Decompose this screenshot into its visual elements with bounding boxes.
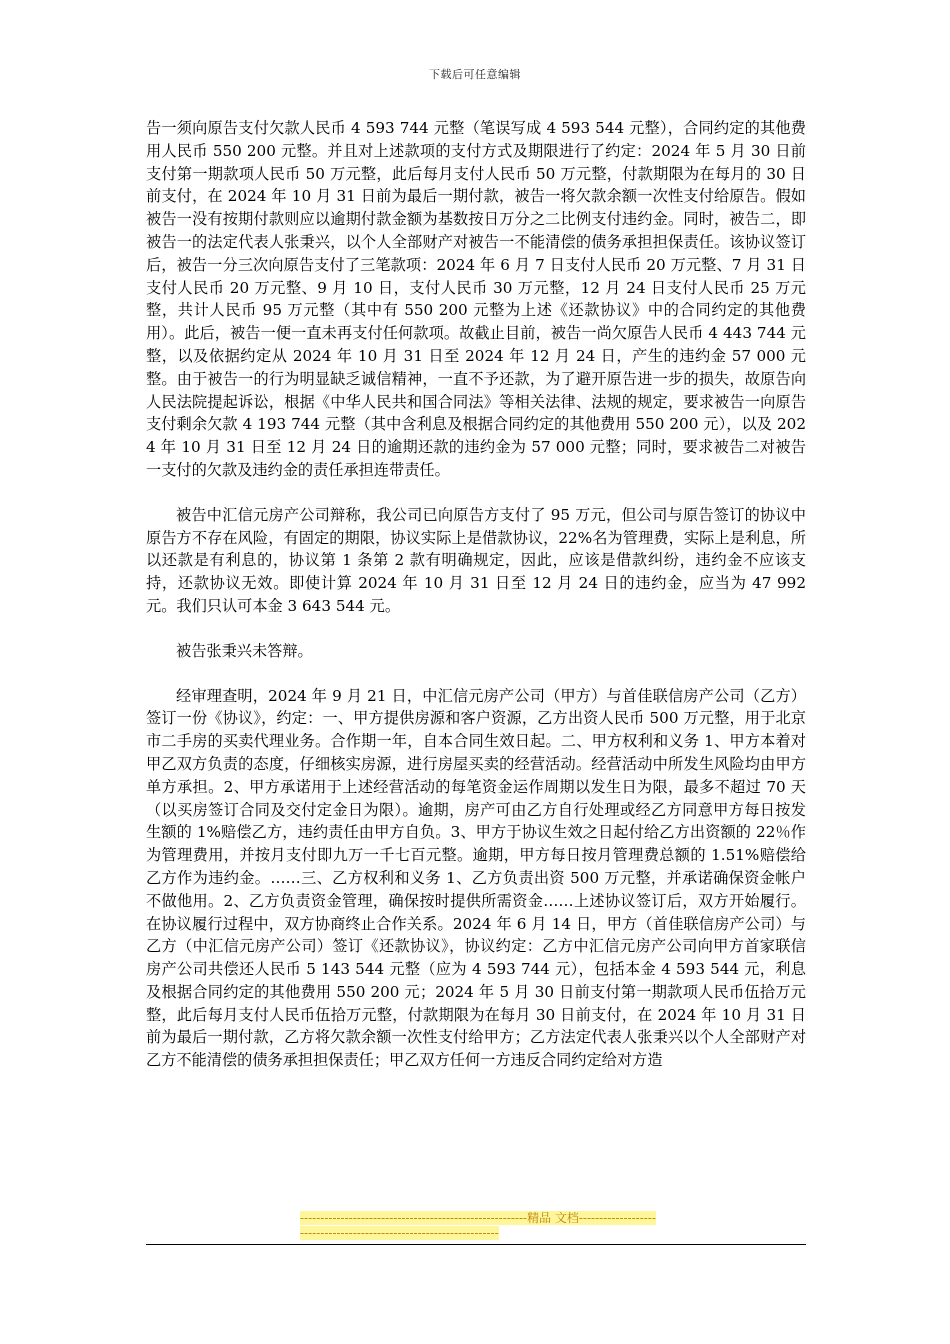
footer-watermark-band bbox=[146, 1211, 806, 1241]
document-body bbox=[146, 117, 806, 1094]
paragraph-defendant-defense: 被告中汇信元房产公司辩称，我公司已向原告方支付了 95 万元，但公司与原告签订的协议中原告方不存在风险，有固定的期限，协议实际上是借款协议，22%名为管理费，实际上是利息，所以还款是有利息的，协议第 1 条第 2 款有明确规定，因此，应该是借款纠纷，违约金不应该支持，还款协议无效。即使计算 2024 年 10 月 31 日至 12 月 24 日的违约金，应当为 47 992 元。我们只认可本金 3 643 544 元。 bbox=[146, 505, 806, 615]
paragraph-plaintiff-claim: 告一须向原告支付欠款人民币 4 593 744 元整（笔误写成 4 593 544 元整），合同约定的其他费用人民币 550 200 元整。并且对上述款项的支付方式及期限进行了约定：2024 年 5 月 30 日前支付第一期款项人民币 50 万元整，此后每月支付人民币 50 万元整，付款期限为在每月的 30 日前支付，在 2024 年 10 月 31 日前为最后一期付款，被告一将欠款余额一次性支付给原告。假如被告一没有按期付款则应以逾期付款金额为基数按日万分之二比例支付违约金。同时，被告二，即被告一的法定代表人张秉兴，以个人全部财产对被告一不能清偿的债务承担担保责任。该协议签订后，被告一分三次向原告支付了三笔款项：2024 年 6 月 7 日支付人民币 20 万元整、7 月 31 日支付人民币 20 万元整、9 月 10 日，支付人民币 30 万元整，12 月 24 日支付人民币 25 万元整，共计人民币 95 万元整（其中有 550 200 元整为上述《还款协议》中的合同约定的其他费用）。此后，被告一便一直未再支付任何款项。故截止目前，被告一尚欠原告人民币 4 443 744 元整，以及依据约定从 2024 年 10 月 31 日至 2024 年 12 月 24 日，产生的违约金 57 000 元整。由于被告一的行为明显缺乏诚信精神，一直不予还款，为了避开原告进一步的损失，故原告向人民法院提起诉讼，根据《中华人民共和国合同法》等相关法律、法规的规定，要求被告一向原告支付剩余欠款 4 193 744 元整（其中含利息及根据合同约定的其他费用 550 200 元），以及 2024 年 10 月 31 日至 12 月 24 日的逾期还款的违约金为 57 000 元整；同时，要求被告二对被告一支付的欠款及违约金的责任承担连带责任。 bbox=[146, 119, 806, 479]
page-header: 下载后可任意编辑 bbox=[429, 68, 521, 81]
paragraph-court-findings: 经审理查明，2024 年 9 月 21 日，中汇信元房产公司（甲方）与首佳联信房产公司（乙方）签订一份《协议》，约定：一、甲方提供房源和客户资源，乙方出资人民币 500 万元整，用于北京市二手房的买卖代理业务。合作期一年，自本合同生效日起。二、甲方权利和义务 1、甲方本着对甲乙双方负责的态度，仔细核实房源，进行房屋买卖的经营活动。经营活动中所发生风险均由甲方单方承担。2、甲方承诺用于上述经营活动的每笔资金运作周期以发生日为限，最多不超过 70 天（以买房签订合同及交付定金日为限）。逾期，房产可由乙方自行处理或经乙方同意甲方每日按发生额的 1%赔偿乙方，违约责任由甲方自负。3、甲方于协议生效之日起付给乙方出资额的 22％作为管理费用，并按月支付即九万一千七百元整。逾期，甲方每日按月管理费总额的 1.51%赔偿给乙方作为违约金。……三、乙方权利和义务 1、乙方负责出资 500 万元整，并承诺确保资金帐户不做他用。2、乙方负责资金管理，确保按时提供所需资金……上述协议签订后，双方开始履行。在协议履行过程中，双方协商终止合作关系。2024 年 6 月 14 日，甲方（首佳联信房产公司）与乙方（中汇信元房产公司）签订《还款协议》，协议约定：乙方中汇信元房产公司向甲方首家联信房产公司共偿还人民币 5 143 544 元整（应为 4 593 744 元），包括本金 4 593 544 元，利息及根据合同约定的其他费用 550 200 元；2024 年 5 月 30 日前支付第一期款项人民币伍拾万元整，此后每月支付人民币伍拾万元整，付款期限为在每月 30 日前支付，在 2024 年 10 月 31 日前为最后一期付款，乙方将欠款余额一次性支付给甲方；乙方法定代表人张秉兴以个人全部财产对乙方不能清偿的债务承担担保责任；甲乙双方任何一方违反合同约定给对方造 bbox=[146, 686, 806, 1070]
footer-divider bbox=[146, 1244, 806, 1245]
footer-text: --------------------------------------------------------精品 文档-------------------------------------------------------------------- bbox=[300, 1211, 656, 1240]
page-footer bbox=[146, 1211, 806, 1241]
paragraph-no-reply: 被告张秉兴未答辩。 bbox=[176, 641, 313, 660]
